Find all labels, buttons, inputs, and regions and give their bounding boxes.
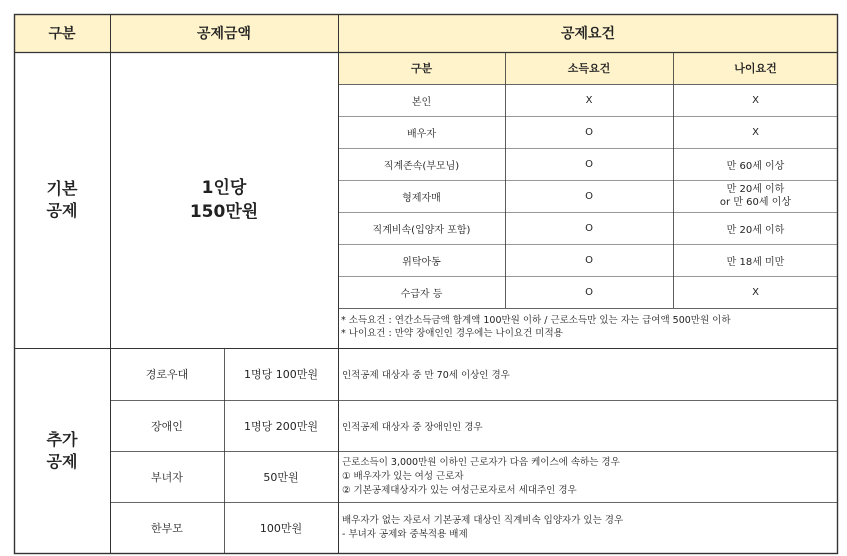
note-age: * 나이요건 : 만약 장애인인 경우에는 나이요건 미적용 (341, 328, 563, 339)
table-row-income: O (585, 254, 593, 266)
additional-deduction-label (14, 348, 110, 554)
table-row-category: 직계존속(부모님) (383, 160, 460, 172)
table-row-category: 직계비속(입양자 포함) (372, 224, 471, 236)
additional-row-condition (338, 400, 838, 451)
table-row-age (673, 180, 838, 212)
basic-deduction-amount (110, 52, 338, 348)
age-line2: or 만 60세 이상 (719, 197, 792, 208)
table-row-age: X (752, 126, 759, 138)
sub-header-category: 구분 (410, 62, 433, 75)
table-row-age: 만 60세 이상 (726, 160, 785, 172)
table-row-age: X (752, 286, 759, 298)
additional-row-amount: 50만원 (263, 470, 299, 484)
condition-line: ① 배우자가 있는 여성 근로자 (342, 471, 464, 482)
additional-row-amount: 100만원 (259, 522, 303, 535)
table-row-income: O (585, 158, 593, 170)
table-row-category: 수급자 등 (400, 288, 443, 300)
additional-label-line2: 공제 (46, 452, 78, 471)
additional-row-category: 경로우대 (145, 368, 189, 381)
additional-row-condition (342, 454, 836, 500)
header-requirements: 공제요건 (560, 26, 616, 42)
requirement-notes (341, 314, 835, 346)
table-row-income: O (585, 190, 593, 202)
additional-label-line1: 추가 (46, 430, 78, 449)
table-row-income: O (585, 222, 593, 234)
additional-row-amount: 1명당 100만원 (244, 368, 318, 381)
condition-line: 배우자가 없는 자로서 기본공제 대상인 직계비속 입양자가 있는 경우 (342, 515, 624, 526)
condition-line: 인적공제 대상자 중 만 70세 이상인 경우 (342, 370, 510, 381)
header-amount: 공제금액 (196, 26, 252, 42)
table-row-age: 만 20세 이하 (726, 224, 785, 236)
additional-row-category: 장애인 (151, 419, 183, 433)
basic-deduction-label (14, 52, 110, 348)
additional-row-category: 한부모 (151, 522, 183, 535)
table-row-income: O (585, 126, 593, 138)
note-income: * 소득요건 : 연간소득금액 합계액 100만원 이하 / 근로소득만 있는 자는 급여액 500만원 이하 (341, 315, 731, 326)
table-row-category: 배우자 (407, 128, 436, 140)
condition-line: 인적공제 대상자 중 장애인인 경우 (342, 421, 483, 433)
condition-line: 근로소득이 3,000만원 이하인 근로자가 다음 케이스에 속하는 경우 (342, 457, 620, 468)
sub-header-income: 소득요건 (567, 62, 611, 75)
additional-row-amount: 1명당 200만원 (244, 419, 318, 433)
table-row-age: X (752, 94, 759, 106)
table-row-income: X (585, 94, 593, 106)
table-row-income: O (585, 286, 593, 298)
age-line1: 만 20세 이하 (726, 184, 785, 195)
additional-row-condition (338, 348, 838, 400)
table-row-category: 본인 (411, 96, 432, 108)
additional-row-condition (342, 505, 836, 551)
basic-label-line1: 기본 (46, 179, 78, 198)
header-category: 구분 (48, 26, 76, 42)
condition-line: - 부녀자 공제와 중복적용 배제 (342, 529, 468, 540)
basic-amount-line2: 150만원 (189, 202, 259, 222)
additional-row-category: 부녀자 (151, 470, 183, 484)
table-row-category: 위탁아동 (402, 256, 441, 268)
basic-amount-line1: 1인당 (201, 178, 247, 198)
table-row-age: 만 18세 미만 (726, 256, 785, 268)
condition-line: ② 기본공제대상자가 있는 여성근로자로서 세대주인 경우 (342, 485, 577, 496)
sub-header-age: 나이요건 (734, 62, 777, 75)
table-row-category: 형제자매 (402, 192, 441, 204)
basic-label-line2: 공제 (46, 201, 78, 220)
